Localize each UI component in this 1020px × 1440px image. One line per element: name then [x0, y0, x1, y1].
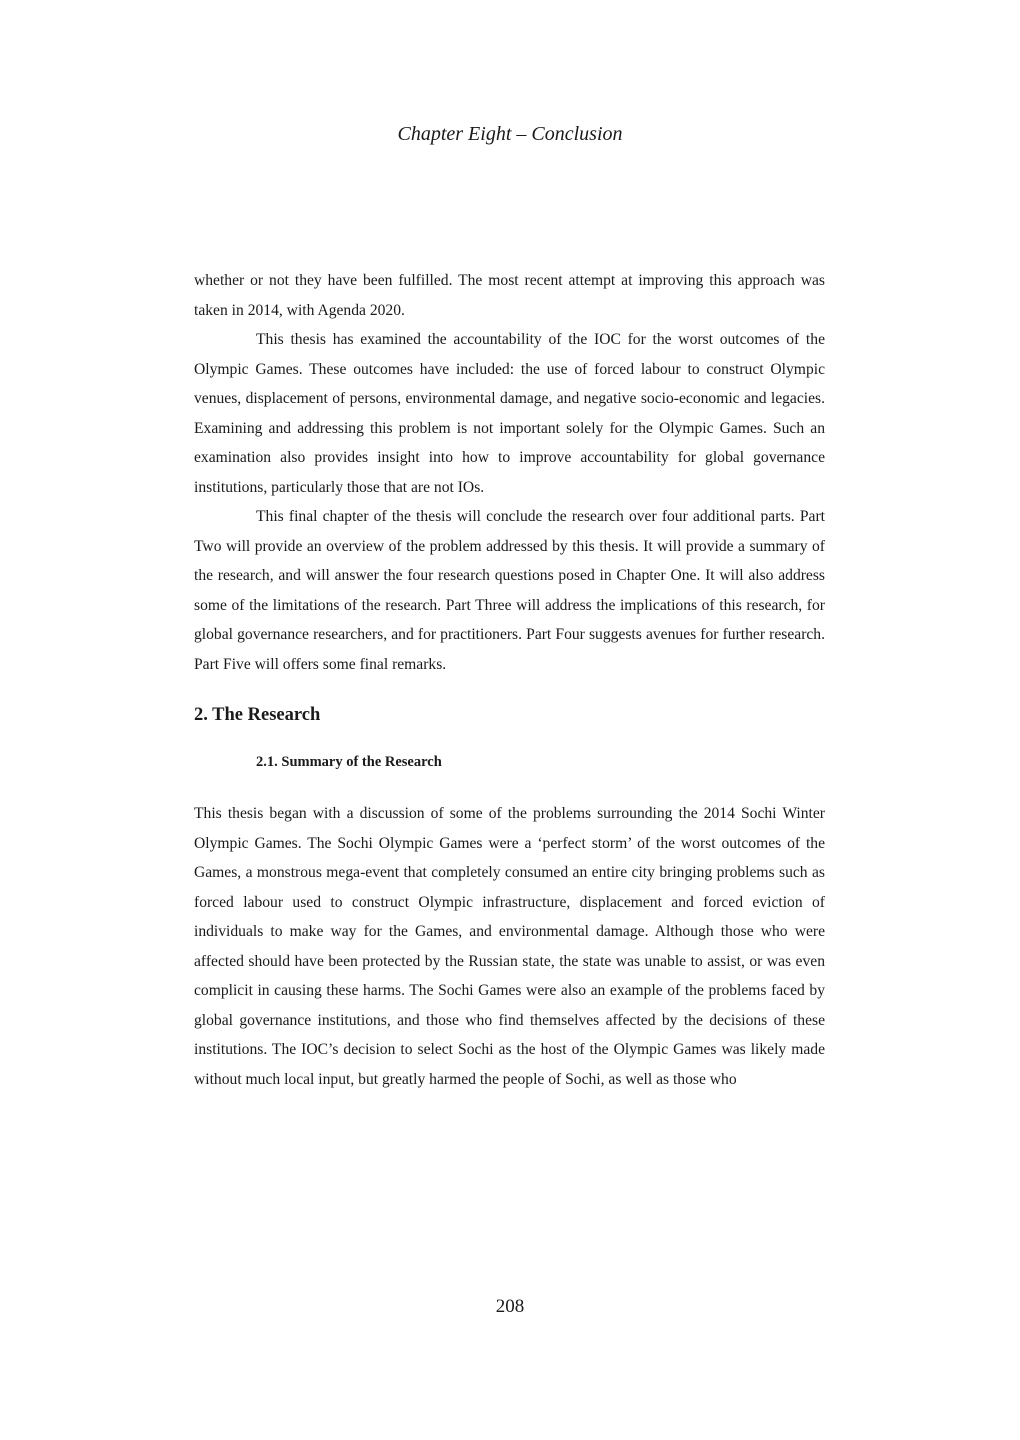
page-body	[194, 266, 825, 1094]
paragraph-chapter-outline: This final chapter of the thesis will conclude the research over four additional parts. Part Two will provide an overview of the problem addressed by this thesis. It will provide a summary of the research, and will answer the four research questions posed in Chapter One. It will also address some of the limitations of the research. Part Three will address the implications of this research, for global governance researchers, and for practitioners. Part Four suggests avenues for further research. Part Five will offers some final remarks.	[194, 508, 825, 673]
subsection-heading: 2.1. Summary of the Research	[256, 754, 442, 770]
section-heading: 2. The Research	[194, 705, 321, 725]
paragraph-summary: This thesis began with a discussion of some of the problems surrounding the 2014 Sochi Winter Olympic Games. The Sochi Olympic Games were a ‘perfect storm’ of the worst outcomes of the Games, a monstrous mega-event that completely consumed an entire city bringing problems such as forced labour used to construct Olympic infrastructure, displacement and forced eviction of individuals to make way for the Games, and environmental damage. Although those who were affected should have been protected by the Russian state, the state was unable to assist, or was even complicit in causing these harms. The Sochi Games were also an example of the problems faced by global governance institutions, and those who find themselves affected by the decisions of these institutions. The IOC’s decision to select Sochi as the host of the Olympic Games was likely made without much local input, but greatly harmed the people of Sochi, as well as those who	[194, 805, 825, 1088]
page-number: 208	[495, 1296, 525, 1317]
paragraph-continuation: whether or not they have been fulfilled. The most recent attempt at improving this approach was taken in 2014, with Agenda 2020.	[194, 272, 825, 319]
paragraph-thesis-scope: This thesis has examined the accountability of the IOC for the worst outcomes of the Olympic Games. These outcomes have included: the use of forced labour to construct Olympic venues, displacement of persons, environmental damage, and negative socio-economic and legacies. Examining and addressing this problem is not important solely for the Olympic Games. Such an examination also provides insight into how to improve accountability for global governance institutions, particularly those that are not IOs.	[194, 331, 825, 496]
running-header: Chapter Eight – Conclusion	[397, 123, 623, 145]
